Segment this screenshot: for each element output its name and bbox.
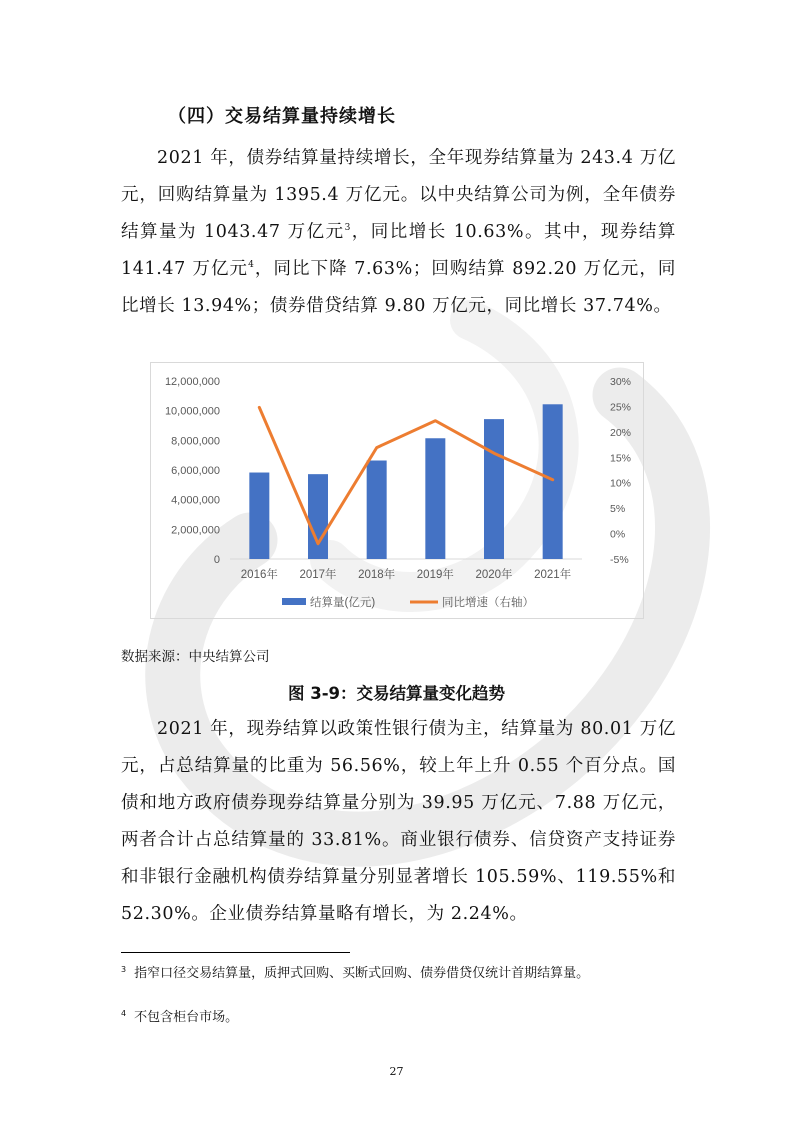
y-left-tick-label: 0	[213, 554, 220, 566]
bar-2020年	[484, 419, 504, 559]
footnote-ref-4[interactable]: 4	[248, 260, 255, 271]
x-tick-label: 2019年	[416, 569, 454, 581]
paragraph-bond-composition	[121, 711, 676, 933]
y-right-tick-label: 5%	[610, 503, 626, 516]
y-right-tick-label: 0%	[610, 528, 626, 541]
x-tick-label: 2021年	[534, 569, 572, 581]
y-right-tick-label: 15%	[610, 452, 632, 465]
y-right-tick-label: 20%	[610, 426, 632, 439]
x-tick-label: 2018年	[358, 569, 396, 581]
paragraph-text: ，同比增长 10.63%。其中，现券结算 141.47 万亿元	[121, 222, 676, 279]
y-left-tick-label: 6,000,000	[171, 465, 220, 477]
y-right-tick-label: 10%	[610, 477, 632, 490]
paragraph-text: 2021 年，债券结算量持续增长，全年现券结算量为 243.4 万亿元，回购结算量为 1395.4 万亿元。以中央结算公司为例，全年债券结算量为 1043.47 万亿元	[121, 148, 676, 242]
bar-2016年	[249, 473, 269, 559]
legend-label-line: 同比增速（右轴）	[442, 597, 534, 609]
figure-caption: 图 3-9：交易结算量变化趋势	[287, 684, 506, 703]
paragraph-settlement-volume	[121, 140, 676, 325]
page-number: 27	[389, 1065, 404, 1078]
y-right-tick-label: 25%	[610, 401, 632, 414]
bar-2019年	[425, 438, 445, 559]
y-left-tick-label: 4,000,000	[171, 494, 220, 507]
y-left-tick-label: 8,000,000	[171, 435, 220, 448]
section-heading: （四）交易结算量持续增长	[168, 106, 396, 127]
y-left-tick-label: 2,000,000	[171, 524, 220, 537]
bar-2021年	[543, 404, 563, 559]
footnote-3	[121, 964, 681, 984]
footnote-text: 不包含柜台市场。	[134, 1010, 239, 1025]
y-right-tick-label: -5%	[610, 554, 629, 566]
footnote-ref-3[interactable]: 3	[344, 223, 351, 234]
footnote-divider	[121, 952, 350, 953]
bar-2018年	[367, 461, 387, 559]
y-left-tick-label: 10,000,000	[164, 405, 220, 418]
footnote-mark: 4	[121, 1008, 127, 1018]
bar-2017年	[308, 474, 328, 559]
x-tick-label: 2016年	[240, 569, 278, 581]
y-left-tick-label: 12,000,000	[164, 376, 220, 388]
y-right-tick-label: 30%	[610, 376, 632, 388]
paragraph-text: ，同比下降 7.63%；回购结算 892.20 万亿元，同比增长 13.94%；债券借贷结算 9.80 万亿元，同比增长 37.74%。	[121, 259, 676, 316]
footnote-mark: 3	[121, 964, 127, 974]
footnote-text: 指窄口径交易结算量，质押式回购、买断式回购、债券借贷仅统计首期结算量。	[134, 966, 590, 981]
data-source: 数据来源：中央结算公司	[121, 649, 270, 665]
x-tick-label: 2020年	[475, 569, 513, 581]
footnote-4	[121, 1008, 681, 1028]
settlement-volume-chart	[150, 362, 644, 619]
legend-swatch-bars	[282, 598, 306, 605]
paragraph-text: 2021 年，现券结算以政策性银行债为主，结算量为 80.01 万亿元，占总结算量的比重为 56.56%，较上年上升 0.55 个百分点。国债和地方政府债券现券结算量分别为 39.95 万亿元、7.88 万亿元，两者合计占总结算量的 33.81%。商业银行债券、信贷资产支持证券和非银行金融机构债券结算量分别显著增长 105.59%、119.55%和 52.30%。企业债券结算量略有增长，为 2.24%。	[121, 719, 676, 924]
legend-label-bars: 结算量(亿元)	[310, 597, 376, 609]
growth-line	[259, 407, 552, 543]
x-tick-label: 2017年	[299, 569, 337, 581]
